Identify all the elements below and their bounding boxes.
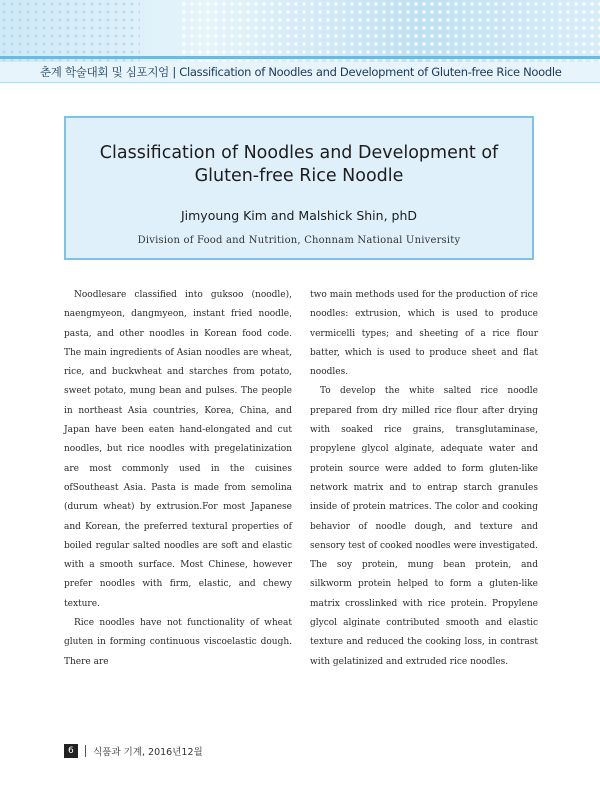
header-banner	[0, 0, 600, 62]
paragraph: Noodlesare classified into guksoo (noodle), naengmyeon, dangmyeon, instant fried noodle, pasta, and other noodles in Korean food code. The main ingredients of Asian noodles are wheat, rice, and buckwheat and starches from potato, sweet potato, mung bean and pulses. The people in northeast Asia countries, Korea, China, and Japan have been eaten hand-elongated and cut noodles, but rice noodles with pregelatinization are most commonly used in the cuisines ofSoutheast Asia. Pasta is made from semolina (durum wheat) by extrusion.For most Japanese and Korean, the preferred textural properties of boiled regular salted noodles are soft and elastic with a smooth surface. Most Chinese, however prefer noodles with firm, elastic, and chewy texture.	[64, 290, 292, 609]
paragraph: Rice noodles have not functionality of wheat gluten in forming continuous viscoelastic dough. There are	[64, 618, 292, 667]
banner-dot-pattern	[180, 0, 600, 62]
body-column-left	[64, 286, 292, 672]
journal-name: 식품과 기계, 2016년12월	[93, 747, 203, 758]
paragraph: To develop the white salted rice noodle prepared from dry milled rice flour after drying with soaked rice grains, transglutaminase, propylene glycol alginate, adequate water and protein source were added to form gluten-like network matrix and to entrap starch granules inside of protein matrices. The color and cooking behavior of noodle dough, and texture and sensory test of cooked noodles were investigated. The soy protein, mung bean protein, and silkworm protein helped to form a gluten-like matrix crosslinked with rice protein. Propylene glycol alginate contributed smooth and elastic texture and reduced the cooking loss, in contrast with gelatinized and extruded rice noodles.	[310, 386, 538, 667]
page-number: 6	[64, 744, 78, 758]
banner-dot-pattern-left	[0, 0, 140, 62]
page-footer	[64, 744, 203, 760]
paragraph: two main methods used for the production of rice noodles: extrusion, which is used to produce vermicelli types; and sheeting of a rice flour batter, which is used to produce sheet and flat noodles.	[310, 290, 538, 378]
article-affiliation: Division of Food and Nutrition, Chonnam National University	[137, 235, 461, 246]
title-box	[64, 116, 534, 260]
section-header	[0, 62, 600, 83]
section-label: 춘계 학술대회 및 심포지엄 | Classification of Noodles and Development of Gluten-free Rice Noodle	[40, 65, 562, 79]
footer-divider	[85, 745, 86, 757]
article-title: Classification of Noodles and Development of Gluten-free Rice Noodle	[99, 143, 499, 186]
article-authors: Jimyoung Kim and Malshick Shin, phD	[180, 208, 418, 223]
banner-divider	[0, 56, 600, 59]
body-column-right	[310, 286, 538, 672]
